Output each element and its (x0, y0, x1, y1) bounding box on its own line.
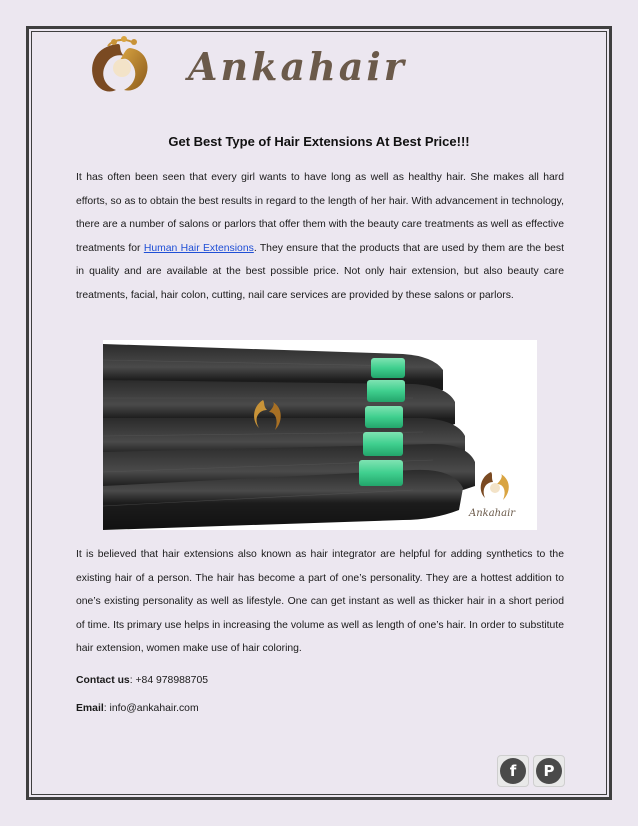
contact-phone-value: : +84 978988705 (129, 675, 208, 686)
hair-extensions-photo (103, 340, 537, 530)
facebook-icon: f (500, 758, 526, 784)
contact-phone-label: Contact us (76, 675, 130, 686)
social-links (497, 755, 565, 789)
facebook-button[interactable] (497, 755, 529, 787)
hair-swirl-icon (92, 36, 147, 92)
article-paragraph-1 (76, 166, 564, 308)
contact-email (76, 703, 199, 714)
brand-logo (78, 36, 458, 96)
pinterest-icon: P (536, 758, 562, 784)
article-title: Get Best Type of Hair Extensions At Best Price!!! (168, 134, 470, 149)
contact-email-label: Email (76, 703, 104, 714)
pinterest-button[interactable] (533, 755, 565, 787)
article-paragraph-2: It is believed that hair extensions also known as hair integrator are helpful for adding synthetics to the existing hair of a person. The hair has become a part of one’s personality. They are a hottest addition to one’s existing personality as well as lifestyle. One can get instant as well as thicker hair in a short period of time. Its primary use helps in increasing the volume as well as length of one’s hair. In order to substitute hair extension, women make use of hair coloring. (76, 549, 564, 655)
paragraph-1-text-end: . They ensure that the products that are used by them are the best in quality and are available at the best possible price. Not only hair extension, but also beauty care treatments, facial, hair colon, cutting, nail care services are provided by these salons or parlors. (76, 242, 564, 301)
contact-phone (76, 675, 208, 686)
contact-email-value: : info@ankahair.com (103, 703, 199, 714)
photo-watermark-text: Ankahair (469, 508, 516, 519)
paragraph-1-text-start: It has often been seen that every girl wants to have long as well as healthy hair. She makes all hard efforts, so as to obtain the best results in regard to the length of her hair. With advancement in technology, there are a number of salons or parlors that offer them with the beauty care treatments as well as effective treatments for (76, 172, 564, 254)
brand-wordmark: Ankahair (188, 44, 407, 89)
brand-logo-graphic (78, 36, 458, 96)
hair-bundles-illustration (103, 340, 537, 530)
human-hair-extensions-link[interactable]: Human Hair Extensions (143, 242, 254, 254)
